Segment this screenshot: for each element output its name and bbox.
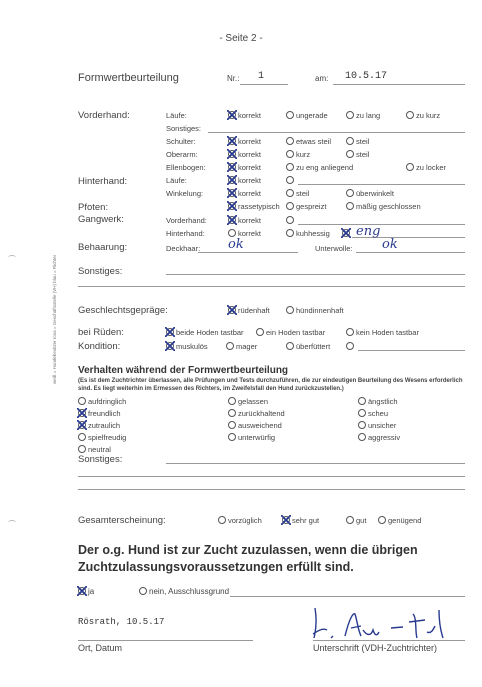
gw-hinterhand-korrekt[interactable]: korrekt [228, 229, 261, 238]
schulter-etwas-steil[interactable]: etwas steil [286, 137, 331, 146]
unterwolle-label: Unterwolle: [315, 244, 353, 253]
verhalten-spielfreudig[interactable]: spielfreudig [78, 433, 126, 442]
checkbox-icon [228, 409, 236, 417]
gangwerk-label: Gangwerk: [78, 214, 124, 225]
kondition-other[interactable] [346, 342, 356, 351]
checkbox-icon [78, 409, 86, 417]
checkbox-icon [228, 202, 236, 210]
hh-laeufe-other[interactable] [286, 176, 296, 185]
sonstiges-label: Sonstiges: [78, 266, 123, 277]
checkbox-icon [228, 397, 236, 405]
vh-sonstiges-label: Sonstiges: [166, 124, 202, 133]
gesamt-vorzueglich[interactable]: vorzüglich [218, 516, 262, 525]
rueden-ein-hoden[interactable]: ein Hoden tastbar [256, 328, 325, 337]
rueden-beide-hoden[interactable]: beide Hoden tastbar [166, 328, 244, 337]
checkbox-icon [166, 342, 174, 350]
oberarm-korrekt[interactable]: korrekt [228, 150, 261, 159]
hh-laeufe-korrekt[interactable]: korrekt [228, 176, 261, 185]
checkbox-icon [228, 421, 236, 429]
checkbox-icon [166, 328, 174, 336]
pfoten-maessig[interactable]: mäßig geschlossen [346, 202, 421, 211]
checkbox-icon [228, 229, 236, 237]
checkbox-icon [286, 150, 294, 158]
rueden-kein-hoden[interactable]: kein Hoden tastbar [346, 328, 419, 337]
schulter-korrekt[interactable]: korrekt [228, 137, 261, 146]
ellenbogen-label: Ellenbogen: [166, 163, 206, 172]
checkbox-icon [228, 137, 236, 145]
punch-hole-mark [8, 255, 16, 260]
deckhaar-value[interactable]: ok [228, 237, 244, 252]
checkbox-icon [358, 421, 366, 429]
verdict-ja[interactable]: ja [78, 587, 94, 596]
checkbox-icon [78, 587, 86, 595]
checkbox-icon [228, 433, 236, 441]
gw-hinterhand-handwritten[interactable]: eng [356, 224, 381, 239]
checkbox-icon [286, 202, 294, 210]
copy-distribution-note: weiß = Hundebesitzer rosa = Geschäftsstelle (VH) blau = Richter [52, 254, 57, 384]
checkbox-icon [78, 421, 86, 429]
checkbox-icon [228, 306, 236, 314]
checkbox-icon [358, 409, 366, 417]
pfoten-label: Pfoten: [78, 202, 109, 213]
checkbox-icon [346, 150, 354, 158]
schulter-label: Schulter: [166, 137, 196, 146]
checkbox-icon [346, 137, 354, 145]
gw-vorderhand-label: Vorderhand: [166, 216, 207, 225]
checkbox-icon [286, 306, 294, 314]
vh-laeufe-zu-kurz[interactable]: zu kurz [406, 111, 440, 120]
checkbox-icon [346, 342, 354, 350]
checkbox-icon [406, 163, 414, 171]
checkbox-icon [406, 111, 414, 119]
checkbox-icon [228, 163, 236, 171]
verhalten-neutral[interactable]: neutral [78, 445, 111, 454]
winkelung-korrekt[interactable]: korrekt [228, 189, 261, 198]
gw-hinterhand-other[interactable] [342, 229, 352, 238]
signature-image [305, 600, 465, 644]
checkbox-icon [286, 216, 294, 224]
ort-datum-label: Ort, Datum [78, 643, 123, 653]
checkbox-icon [286, 111, 294, 119]
verhalten-zutraulich[interactable]: zutraulich [78, 421, 120, 430]
checkbox-icon [286, 229, 294, 237]
winkelung-label: Winkelung: [166, 189, 204, 198]
date-value[interactable]: 10.5.17 [345, 71, 388, 82]
verhalten-unsicher[interactable]: unsicher [358, 421, 396, 430]
vh-laeufe-label: Läufe: [166, 111, 187, 120]
punch-hole-mark [8, 520, 16, 525]
unterwolle-value[interactable]: ok [382, 237, 398, 252]
verhalten-sonstiges-field[interactable] [166, 463, 465, 464]
checkbox-icon [228, 111, 236, 119]
checkbox-icon [78, 445, 86, 453]
sonstiges-field[interactable] [166, 274, 465, 275]
checkbox-icon [139, 587, 147, 595]
checkbox-icon [358, 397, 366, 405]
checkbox-icon [78, 433, 86, 441]
hinterhand-heading: Hinterhand: [78, 176, 128, 187]
checkbox-icon [256, 328, 264, 336]
verdict-line-2: Zuchtzulassungsvoraussetzungen erfüllt sind. [78, 560, 354, 574]
checkbox-icon [228, 176, 236, 184]
checkbox-icon [286, 163, 294, 171]
verdict-nein[interactable]: nein, Ausschlussgrund [139, 587, 229, 596]
oberarm-steil[interactable]: steil [346, 150, 369, 159]
kondition-muskuloes[interactable]: muskulös [166, 342, 208, 351]
gw-hinterhand-kuhhessig[interactable]: kuhhessig [286, 229, 330, 238]
hh-laeufe-label: Läufe: [166, 176, 187, 185]
checkbox-icon [78, 397, 86, 405]
verdict-line-1: Der o.g. Hund ist zur Zucht zuzulassen, wenn die übrigen [78, 543, 418, 557]
checkbox-icon [228, 150, 236, 158]
checkbox-icon [218, 516, 226, 524]
checkbox-icon [228, 189, 236, 197]
form-title: Formwertbeurteilung [78, 72, 179, 84]
date-label: am: [315, 74, 329, 83]
checkbox-icon [346, 516, 354, 524]
geschlecht-huendinnenhaft[interactable]: hündinnenhaft [286, 306, 344, 315]
behaarung-label: Behaarung: [78, 242, 128, 253]
verhalten-aggressiv[interactable]: aggressiv [358, 433, 400, 442]
nr-value[interactable]: 1 [258, 71, 265, 82]
page-number: - Seite 2 - [219, 33, 263, 44]
checkbox-icon [346, 111, 354, 119]
ellenbogen-zu-locker[interactable]: zu locker [406, 163, 446, 172]
verhalten-gelassen[interactable]: gelassen [228, 397, 268, 406]
geschlecht-ruedenhaft[interactable]: rüdenhaft [228, 306, 270, 315]
verhalten-scheu[interactable]: scheu [358, 409, 388, 418]
vh-sonstiges-field[interactable] [208, 132, 465, 133]
vh-laeufe-ungerade[interactable]: ungerade [286, 111, 328, 120]
kondition-mager[interactable]: mager [226, 342, 257, 351]
checkbox-icon [358, 433, 366, 441]
verhalten-unterwuerfig[interactable]: unterwürfig [228, 433, 275, 442]
ellenbogen-korrekt[interactable]: korrekt [228, 163, 261, 172]
gesamt-genuegend[interactable]: genügend [378, 516, 421, 525]
ort-datum-value[interactable]: Rösrath, 10.5.17 [78, 617, 165, 627]
winkelung-ueberwinkelt[interactable]: überwinkelt [346, 189, 394, 198]
gw-hinterhand-label: Hinterhand: [166, 229, 205, 238]
checkbox-icon [286, 342, 294, 350]
oberarm-kurz[interactable]: kurz [286, 150, 310, 159]
checkbox-icon [228, 216, 236, 224]
checkbox-icon [342, 229, 350, 237]
verhalten-freundlich[interactable]: freundlich [78, 409, 121, 418]
checkbox-icon [286, 137, 294, 145]
winkelung-steil[interactable]: steil [286, 189, 309, 198]
vh-laeufe-korrekt[interactable]: korrekt [228, 111, 261, 120]
checkbox-icon [286, 189, 294, 197]
vorderhand-heading: Vorderhand: [78, 110, 130, 121]
ausschlussgrund-field[interactable] [230, 596, 465, 597]
oberarm-label: Oberarm: [166, 150, 198, 159]
gw-vorderhand-other[interactable] [286, 216, 296, 225]
gesamt-label: Gesamterscheinung: [78, 515, 166, 526]
checkbox-icon [378, 516, 386, 524]
kondition-ueberfuettert[interactable]: überfüttert [286, 342, 330, 351]
checkbox-icon [282, 516, 290, 524]
checkbox-icon [286, 176, 294, 184]
checkbox-icon [346, 202, 354, 210]
unterschrift-label: Unterschrift (VDH-Zuchtrichter) [313, 643, 438, 653]
verhalten-sonstiges-label: Sonstiges: [78, 454, 123, 465]
pfoten-rassetypisch[interactable]: rassetypisch [228, 202, 280, 211]
deckhaar-label: Deckhaar: [166, 244, 201, 253]
gw-vorderhand-korrekt[interactable]: korrekt [228, 216, 261, 225]
checkbox-icon [346, 189, 354, 197]
verhalten-aufdringlich[interactable]: aufdringlich [78, 397, 126, 406]
schulter-steil[interactable]: steil [346, 137, 369, 146]
kondition-label: Kondition: [78, 341, 121, 352]
rueden-label: bei Rüden: [78, 327, 124, 338]
verhalten-note: (Es ist dem Zuchtrichter überlassen, alle Prüfungen und Tests durchzuführen, die zur eindeutigen Beurteilung des Wesens erforderlich sind. Es liegt weiterhin im Ermessen des Richters, im Zweifelsfall den Hund zurückzustellen.) [78, 378, 463, 392]
nr-label: Nr.: [227, 74, 240, 83]
verhalten-ausweichend[interactable]: ausweichend [228, 421, 282, 430]
gesamt-sehr-gut[interactable]: sehr gut [282, 516, 319, 525]
gesamt-gut[interactable]: gut [346, 516, 366, 525]
checkbox-icon [346, 328, 354, 336]
geschlecht-label: Geschlechtsgepräge: [78, 305, 168, 316]
pfoten-gespreizt[interactable]: gespreizt [286, 202, 326, 211]
checkbox-icon [226, 342, 234, 350]
verhalten-heading: Verhalten während der Formwertbeurteilung [78, 365, 289, 376]
verhalten-aengstlich[interactable]: ängstlich [358, 397, 398, 406]
vh-laeufe-zu-lang[interactable]: zu lang [346, 111, 380, 120]
verhalten-zurueckhaltend[interactable]: zurückhaltend [228, 409, 285, 418]
ellenbogen-zu-eng[interactable]: zu eng anliegend [286, 163, 353, 172]
